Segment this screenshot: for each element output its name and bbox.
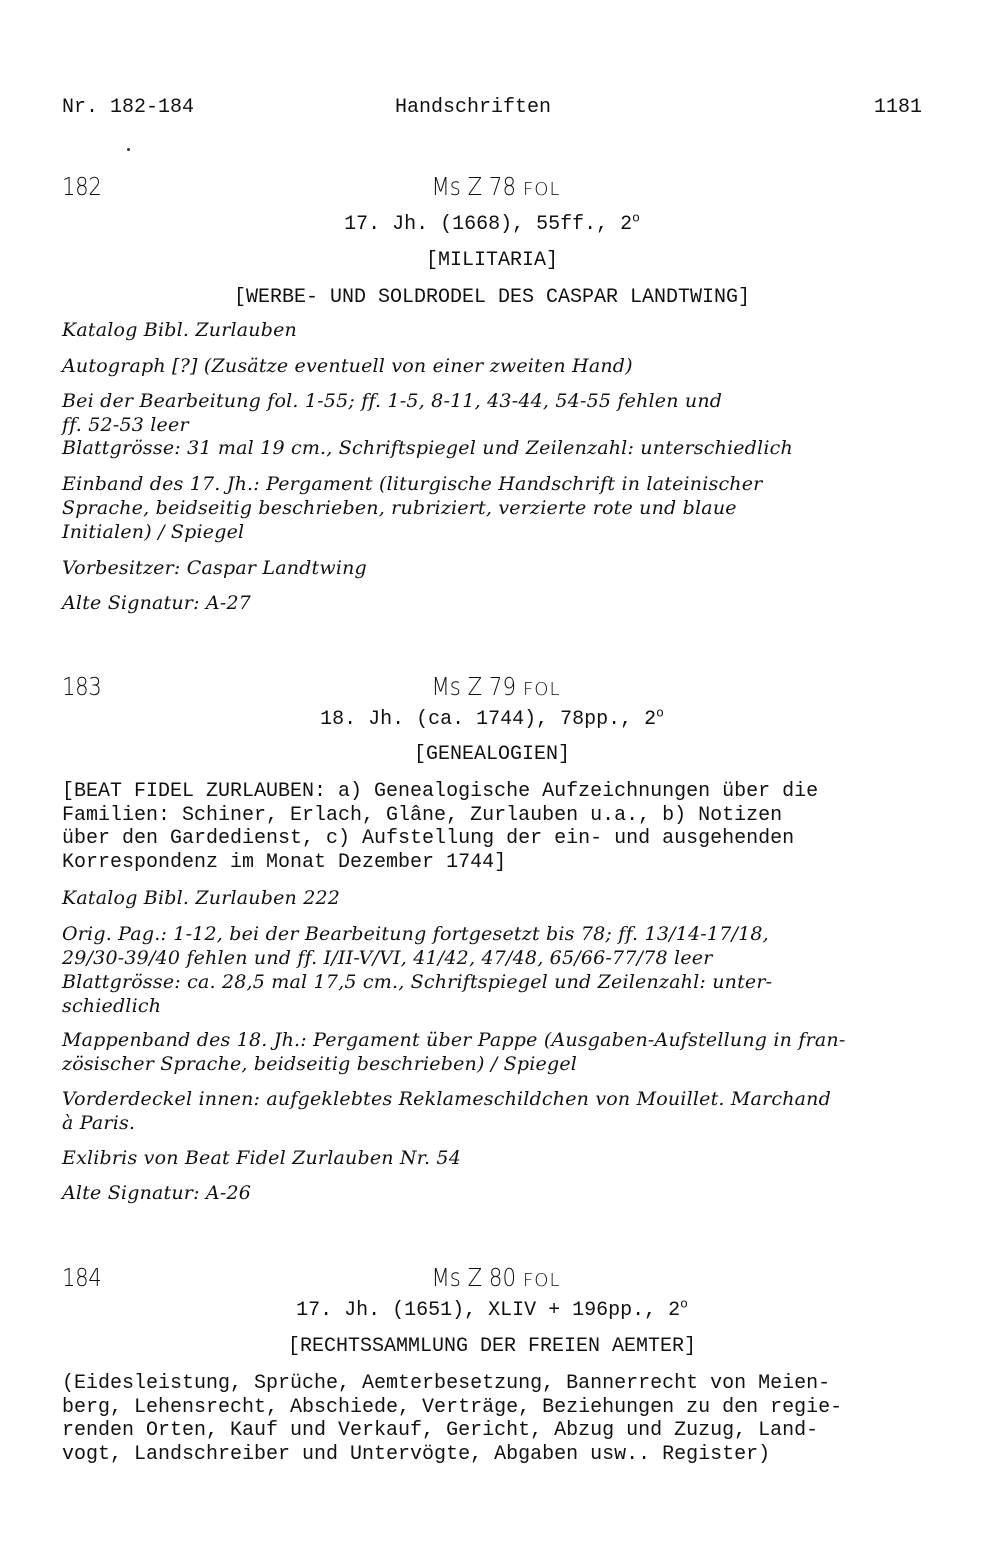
exlibris-note: Exlibris von Beat Fidel Zurlauben Nr. 54 <box>62 1147 462 1169</box>
date-line: 17. Jh. (1668), 55ff., 2$^o$ <box>344 210 640 236</box>
binding-note: Einband des 17. Jh.: Pergament (liturgische Handschrift in lateinischer Sprache, beidseitig beschrieben, rubriziert, verzierte rote und blaue Initialen) / Spiegel <box>62 473 763 543</box>
folio-note: Bei der Bearbeitung fol. 1-55; ff. 1-5, 8-11, 43-44, 54-55 fehlen und ff. 52-53 leer <box>62 390 723 436</box>
description: [BEAT FIDEL ZURLAUBEN: a) Genealogische Aufzeichnungen über die Familien: Schiner, Erlach, Glâne, Zurlauben u.a., b) Notizen über den Gardedienst, c) Aufstellung der ein- und ausgehenden Korrespondenz im Monat Dezember 1744] <box>62 780 819 874</box>
header-page-number: 1181 <box>873 96 922 119</box>
owner-note: Vorbesitzer: Caspar Landtwing <box>62 557 367 579</box>
shelfmark: Ms Z 78 FOL <box>430 172 561 201</box>
category: [RECHTSSAMMLUNG DER FREIEN AEMTER] <box>287 1335 697 1358</box>
stray-dot <box>127 148 130 151</box>
page-header <box>62 96 922 120</box>
old-signature: Alte Signatur: A-27 <box>62 592 252 614</box>
format-suffix: FOL <box>522 1270 561 1291</box>
header-section-title: Handschriften <box>395 96 552 119</box>
category: [GENEALOGIEN] <box>413 743 571 766</box>
entry-number: 183 <box>62 672 102 701</box>
size-note: Blattgrösse: 31 mal 19 cm., Schriftspiegel und Zeilenzahl: unterschiedlich <box>62 437 793 459</box>
category: [MILITARIA] <box>425 249 559 272</box>
format-suffix: FOL <box>522 179 561 200</box>
pagination-note: Orig. Pag.: 1-12, bei der Bearbeitung fortgesetzt bis 78; ff. 13/14-17/18, 29/30-39/40 fehlen und ff. I/II-V/VI, 41/42, 47/48, 65/66-77/78 leer Blattgrösse: ca. 28,5 mal 17,5 cm., Schriftspiegel und Zeilenzahl: unter- schiedlich <box>62 923 773 1017</box>
entry-number: 182 <box>62 172 102 201</box>
old-signature: Alte Signatur: A-26 <box>62 1182 252 1204</box>
binding-note: Mappenband des 18. Jh.: Pergament über Pappe (Ausgaben-Aufstellung in fran- zösischer Sprache, beidseitig beschrieben) / Spiegel <box>62 1029 846 1075</box>
catalog-ref: Katalog Bibl. Zurlauben <box>62 319 297 341</box>
shelfmark: Ms Z 80 FOL <box>430 1263 561 1292</box>
cover-note: Vorderdeckel innen: aufgeklebtes Reklameschildchen von Mouillet. Marchand à Paris. <box>62 1088 831 1134</box>
format-suffix: FOL <box>522 679 561 700</box>
shelfmark: Ms Z 79 FOL <box>430 672 561 701</box>
date-line: 18. Jh. (ca. 1744), 78pp., 2$^o$ <box>320 705 664 731</box>
catalog-ref: Katalog Bibl. Zurlauben 222 <box>62 887 341 909</box>
title: [WERBE- UND SOLDRODEL DES CASPAR LANDTWING] <box>233 286 751 309</box>
header-entry-range: Nr. 182-184 <box>62 96 195 119</box>
description: (Eidesleistung, Sprüche, Aemterbesetzung, Bannerrecht von Meien- berg, Lehensrecht, Abschiede, Verträge, Beziehungen zu den regie- renden Orten, Kauf und Verkauf, Gericht, Abzug und Zuzug, Land- vogt, Landschreiber und Untervögte, Abgaben usw.. Register) <box>62 1372 843 1466</box>
autograph-note: Autograph [?] (Zusätze eventuell von einer zweiten Hand) <box>62 355 633 377</box>
date-line: 17. Jh. (1651), XLIV + 196pp., 2$^o$ <box>296 1296 688 1322</box>
entry-number: 184 <box>62 1263 102 1292</box>
